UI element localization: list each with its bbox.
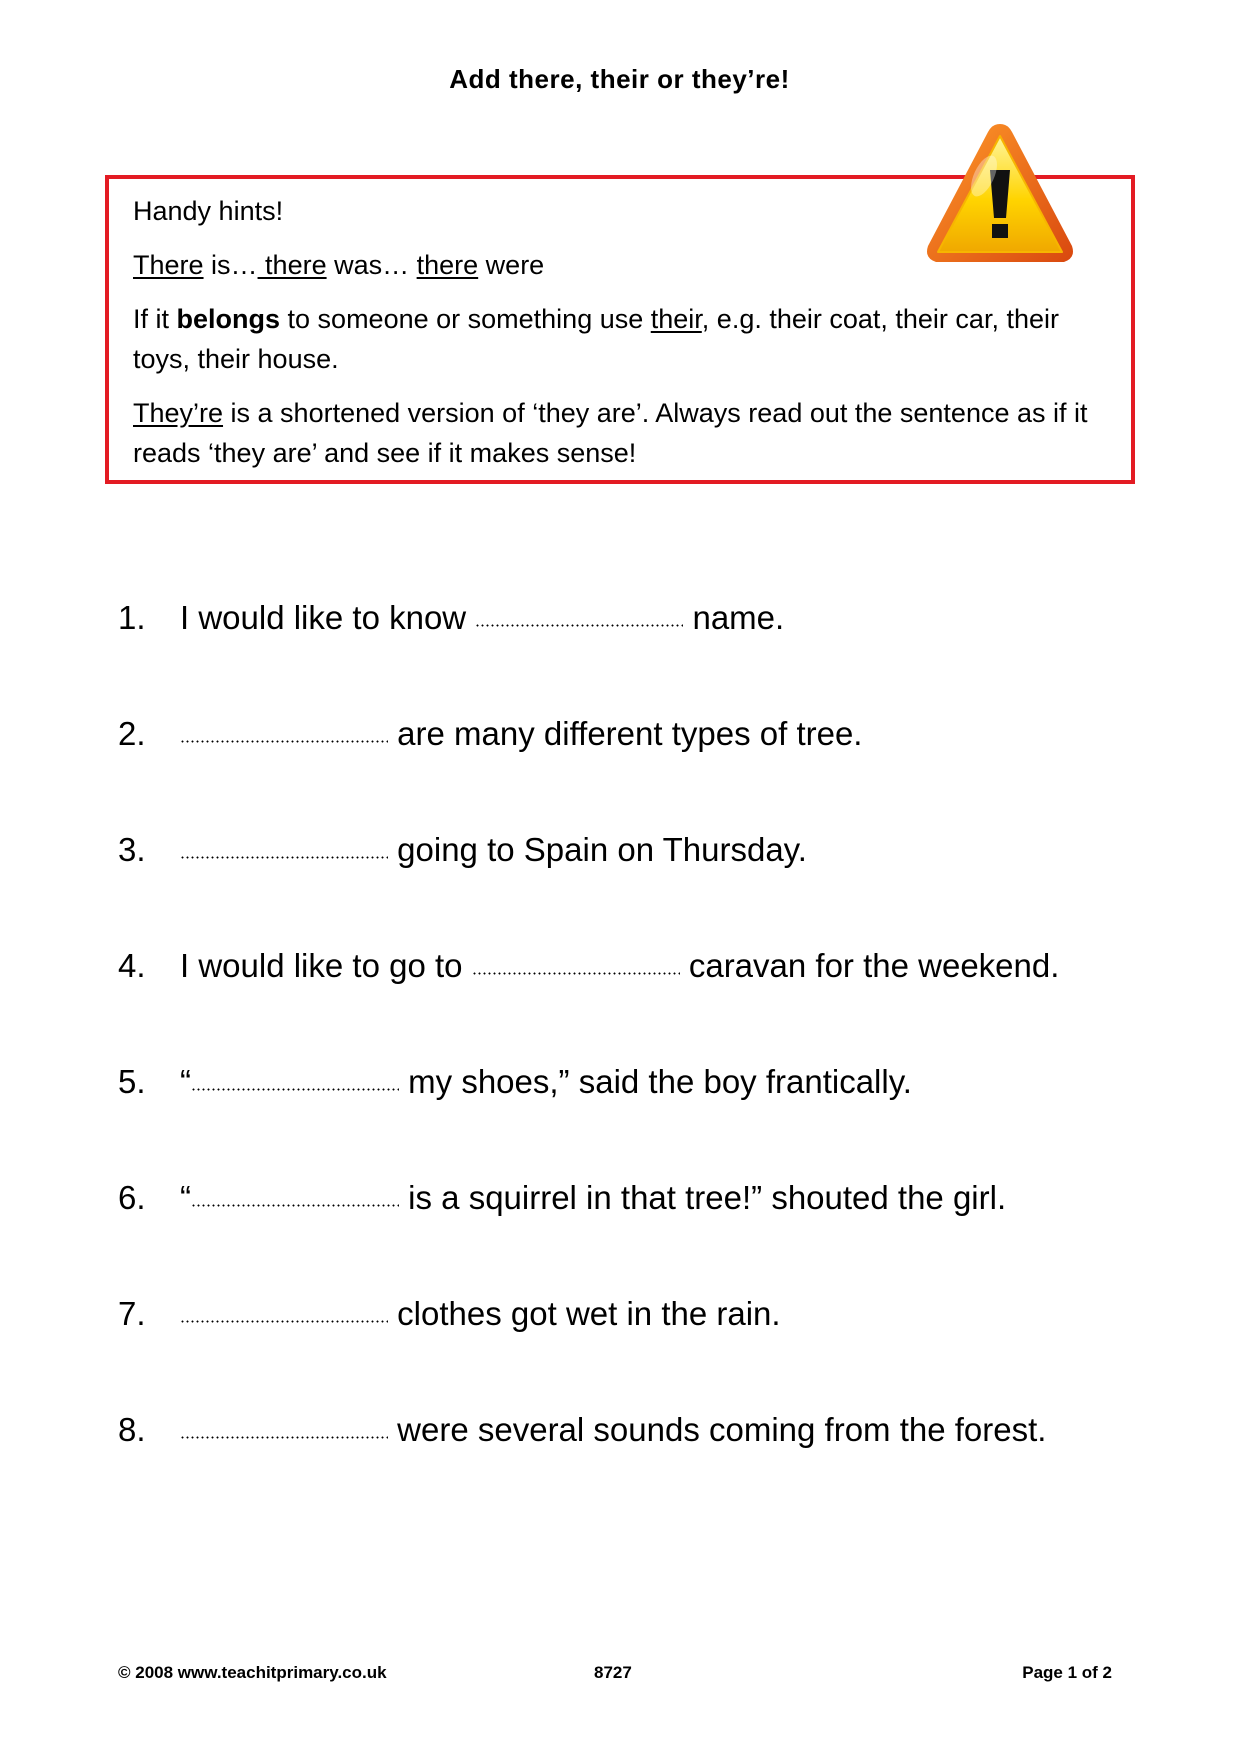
- question-number: 3.: [118, 831, 146, 868]
- answer-blank[interactable]: [180, 1411, 388, 1441]
- question-number: 2.: [118, 715, 146, 752]
- hint-word-there-1: There: [133, 250, 204, 280]
- hint-there: There is… there was… there were: [133, 250, 545, 280]
- hint-word-theyre: They’re: [133, 398, 224, 428]
- answer-blank[interactable]: [191, 1063, 399, 1093]
- hint-word-there-2: there: [257, 250, 327, 280]
- page-title: Add there, their or they’re!: [449, 64, 790, 94]
- warning-triangle-icon: [920, 118, 1080, 276]
- question-number: 6.: [118, 1179, 146, 1216]
- answer-blank[interactable]: [475, 599, 683, 629]
- hints-heading: Handy hints!: [133, 196, 284, 226]
- question-number: 5.: [118, 1063, 146, 1100]
- answer-blank[interactable]: [180, 831, 388, 861]
- footer-page-number: Page 1 of 2: [1022, 1663, 1112, 1682]
- question-number: 8.: [118, 1411, 146, 1448]
- answer-blank[interactable]: [472, 947, 680, 977]
- hint-theyre: They’re is a shortened version of ‘they are’. Always read out the sentence as if it reads ‘they are’ and see if it makes sense!: [133, 398, 1088, 468]
- footer-code: 8727: [594, 1663, 632, 1682]
- question-number: 4.: [118, 947, 146, 984]
- hint-bold-belongs: belongs: [176, 304, 281, 334]
- answer-blank[interactable]: [180, 715, 388, 745]
- question-number: 1.: [118, 599, 146, 636]
- hint-word-there-3: there: [416, 250, 479, 280]
- question-number: 7.: [118, 1295, 146, 1332]
- answer-blank[interactable]: [180, 1295, 388, 1325]
- answer-blank[interactable]: [191, 1179, 399, 1209]
- hint-word-their: their: [650, 304, 702, 334]
- hint-their: If it belongs to someone or something use their, e.g. their coat, their car, their toys, their house.: [133, 304, 1059, 374]
- footer-copyright: © 2008 www.teachitprimary.co.uk: [118, 1663, 387, 1682]
